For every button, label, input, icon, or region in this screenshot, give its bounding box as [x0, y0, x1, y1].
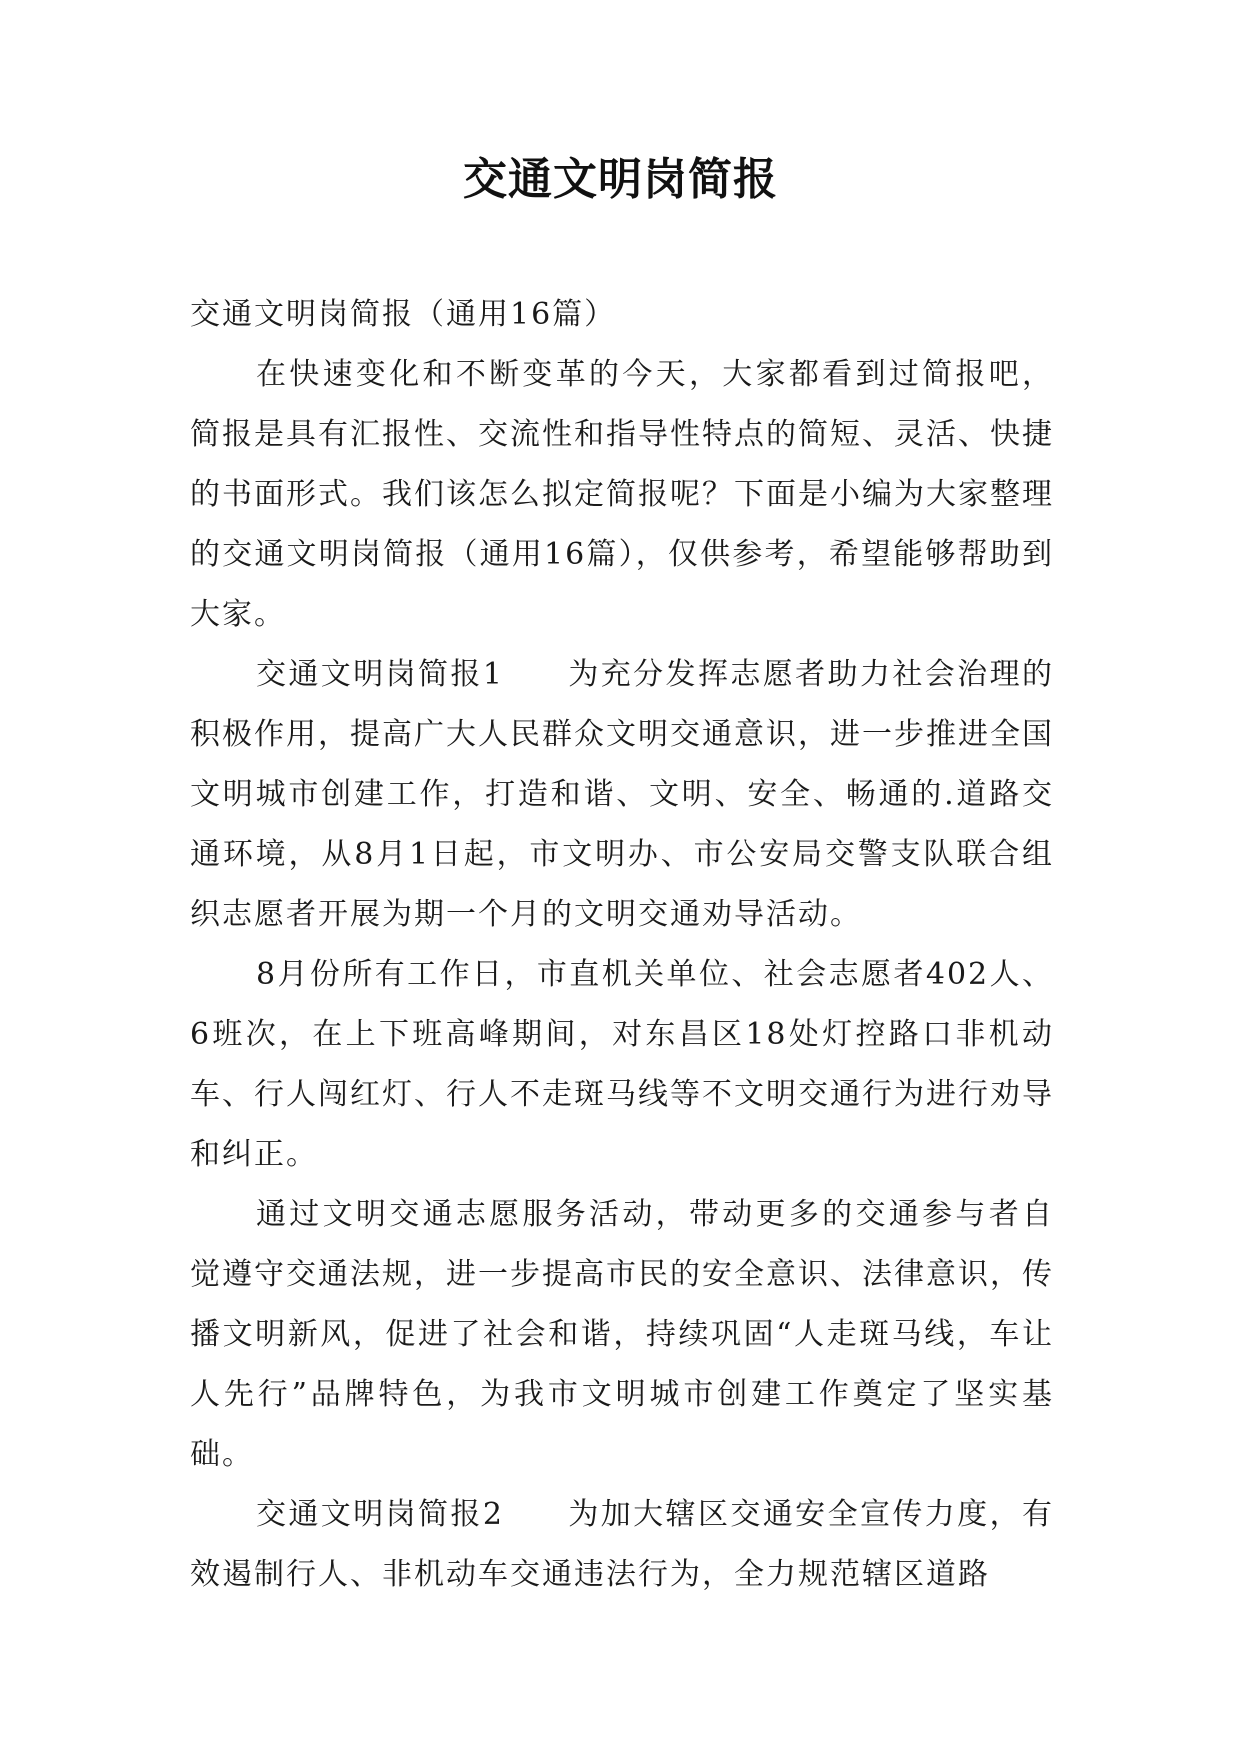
- section-1-paragraph-2: 通过文明交通志愿服务活动，带动更多的交通参与者自觉遵守交通法规，进一步提高市民的安全意识、法律意识，传播文明新风，促进了社会和谐，持续巩固“人走斑马线，车让人先行”品牌特色，为我市文明城市创建工作奠定了坚实基础。: [190, 1197, 1054, 1472]
- document-subtitle: 交通文明岗简报（通用16篇）: [190, 297, 617, 332]
- document-title: 交通文明岗简报: [463, 154, 778, 205]
- section-1-lead: 为充分发挥志愿者助力社会治理的积极作用，提高广大人民群众文明交通意识，进一步推进全国文明城市创建工作，打造和谐、文明、安全、畅通的.道路交通环境，从8月1日起，市文明办、市公安局交警支队联合组织志愿者开展为期一个月的文明交通劝导活动。: [190, 657, 1054, 932]
- section-1-paragraph-1: 8月份所有工作日，市直机关单位、社会志愿者402人、6班次，在上下班高峰期间，对东昌区18处灯控路口非机动车、行人闯红灯、行人不走斑马线等不文明交通行为进行劝导和纠正。: [190, 957, 1054, 1172]
- document-body: [190, 285, 1054, 1605]
- section-2-lead: 为加大辖区交通安全宣传力度，有效遏制行人、非机动车交通违法行为，全力规范辖区道路: [190, 1497, 1054, 1592]
- section-1-heading: 交通文明岗简报1: [256, 657, 504, 692]
- section-1-lead-paragraph: [190, 645, 1054, 945]
- intro-paragraph: 在快速变化和不断变革的今天，大家都看到过简报吧，简报是具有汇报性、交流性和指导性特点的简短、灵活、快捷的书面形式。我们该怎么拟定简报呢？下面是小编为大家整理的交通文明岗简报（通用16篇），仅供参考，希望能够帮助到大家。: [190, 357, 1054, 632]
- section-2-heading: 交通文明岗简报2: [256, 1497, 504, 1532]
- section-2-lead-paragraph: [190, 1485, 1054, 1605]
